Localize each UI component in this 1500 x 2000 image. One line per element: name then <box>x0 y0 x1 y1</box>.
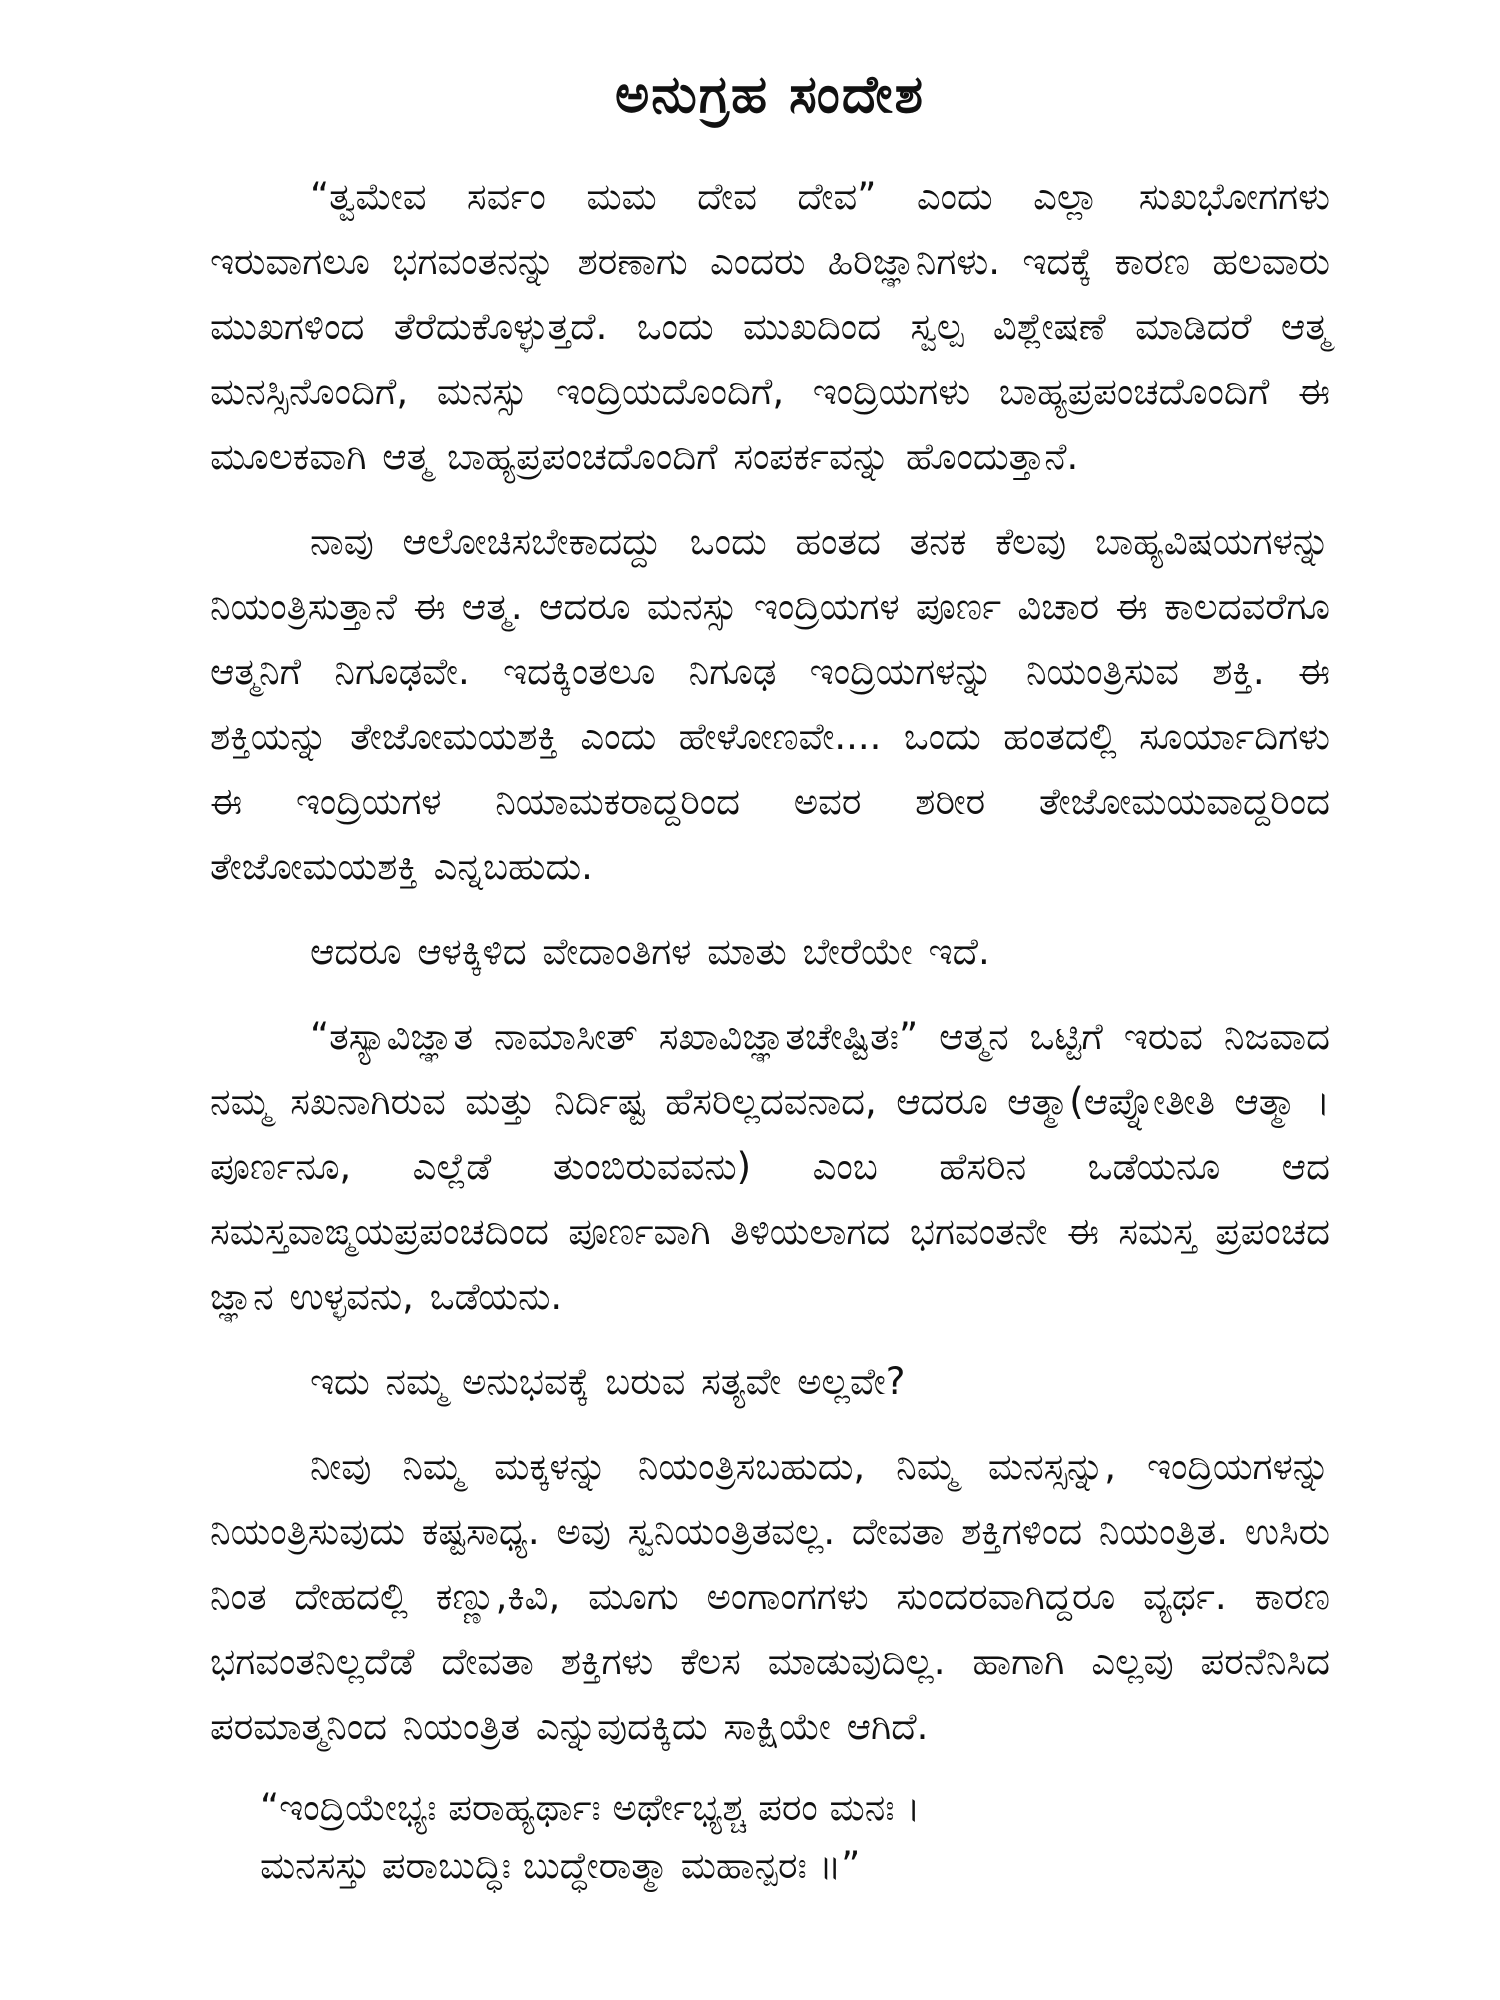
paragraph-5: ಇದು ನಮ್ಮ ಅನುಭವಕ್ಕೆ ಬರುವ ಸತ್ಯವೇ ಅಲ್ಲವೇ? <box>310 1360 906 1403</box>
paragraph-2: ನಾವು ಆಲೋಚಿಸಬೇಕಾದದ್ದು ಒಂದು ಹಂತದ ತನಕ ಕೆಲವು ಬಾಹ್ಯವಿಷಯಗಳನ್ನು ನಿಯಂತ್ರಿಸುತ್ತಾನೆ ಈ ಆತ್ಮ. ಆದರೂ ಮನಸ್ಸು ಇಂದ್ರಿಯಗಳ ಪೂರ್ಣ ವಿಚಾರ ಈ ಕಾಲದವರೆಗೂ ಆತ್ಮನಿಗೆ ನಿಗೂಢವೇ. ಇದಕ್ಕಿಂತಲೂ ನಿಗೂಢ ಇಂದ್ರಿಯಗಳನ್ನು ನಿಯಂತ್ರಿಸುವ ಶಕ್ತಿ. ಈ ಶಕ್ತಿಯನ್ನು ತೇಜೋಮಯಶಕ್ತಿ ಎಂದು ಹೇಳೋಣವೇ.... ಒಂದು ಹಂತದಲ್ಲಿ ಸೂರ್ಯಾದಿಗಳು ಈ ಇಂದ್ರಿಯಗಳ ನಿಯಾಮಕರಾದ್ದರಿಂದ ಅವರ ಶರೀರ ತೇಜೋಮಯವಾದ್ದರಿಂದ ತೇಜೋಮಯಶಕ್ತಿ ಎನ್ನಬಹುದು. <box>210 520 1330 888</box>
verse-line-2: ಮನಸಸ್ತು ಪರಾಬುದ್ಧಿಃ ಬುದ್ಧೇರಾತ್ಮಾ ಮಹಾನ್ಪರಃ ॥” <box>260 1844 861 1887</box>
document-page <box>210 40 1330 1895</box>
paragraph-1: “ತ್ವಮೇವ ಸರ್ವಂ ಮಮ ದೇವ ದೇವ” ಎಂದು ಎಲ್ಲಾ ಸುಖಭೋಗಗಳು ಇರುವಾಗಲೂ ಭಗವಂತನನ್ನು ಶರಣಾಗು ಎಂದರು ಹಿರಿಜ್ಞಾನಿಗಳು. ಇದಕ್ಕೆ ಕಾರಣ ಹಲವಾರು ಮುಖಗಳಿಂದ ತೆರೆದುಕೊಳ್ಳುತ್ತದೆ. ಒಂದು ಮುಖದಿಂದ ಸ್ವಲ್ಪ ವಿಶ್ಲೇಷಣೆ ಮಾಡಿದರೆ ಆತ್ಮ ಮನಸ್ಸಿನೊಂದಿಗೆ, ಮನಸ್ಸು ಇಂದ್ರಿಯದೊಂದಿಗೆ, ಇಂದ್ರಿಯಗಳು ಬಾಹ್ಯಪ್ರಪಂಚದೊಂದಿಗೆ ಈ ಮೂಲಕವಾಗಿ ಆತ್ಮ ಬಾಹ್ಯಪ್ರಪಂಚದೊಂದಿಗೆ ಸಂಪರ್ಕವನ್ನು ಹೊಂದುತ್ತಾನೆ. <box>210 175 1330 478</box>
verse-line-1: “ಇಂದ್ರಿಯೇಭ್ಯಃ ಪರಾಹ್ಯರ್ಥಾಃ ಅರ್ಥೇಭ್ಯಶ್ಚ ಪರಂ ಮನಃ । <box>260 1786 921 1829</box>
paragraph-3: ಆದರೂ ಆಳಕ್ಕಿಳಿದ ವೇದಾಂತಿಗಳ ಮಾತು ಬೇರೆಯೇ ಇದೆ. <box>310 930 990 973</box>
paragraph-4: “ತಸ್ಯಾವಿಜ್ಞಾತ ನಾಮಾಸೀತ್ ಸಖಾವಿಜ್ಞಾತಚೇಷ್ಟಿತಃ” ಆತ್ಮನ ಒಟ್ಟಿಗೆ ಇರುವ ನಿಜವಾದ ನಮ್ಮ ಸಖನಾಗಿರುವ ಮತ್ತು ನಿರ್ದಿಷ್ಟ ಹೆಸರಿಲ್ಲದವನಾದ, ಆದರೂ ಆತ್ಮಾ(ಆಪ್ನೋತೀತಿ ಆತ್ಮಾ । ಪೂರ್ಣನೂ, ಎಲ್ಲೆಡೆ ತುಂಬಿರುವವನು) ಎಂಬ ಹೆಸರಿನ ಒಡೆಯನೂ ಆದ ಸಮಸ್ತವಾಙ್ಮಯಪ್ರಪಂಚದಿಂದ ಪೂರ್ಣವಾಗಿ ತಿಳಿಯಲಾಗದ ಭಗವಂತನೇ ಈ ಸಮಸ್ತ ಪ್ರಪಂಚದ ಜ್ಞಾನ ಉಳ್ಳವನು, ಒಡೆಯನು. <box>210 1015 1330 1318</box>
sanskrit-verse <box>210 1779 1330 1895</box>
paragraph-6: ನೀವು ನಿಮ್ಮ ಮಕ್ಕಳನ್ನು ನಿಯಂತ್ರಿಸಬಹುದು, ನಿಮ್ಮ ಮನಸ್ಸನ್ನು, ಇಂದ್ರಿಯಗಳನ್ನು ನಿಯಂತ್ರಿಸುವುದು ಕಷ್ಟಸಾಧ್ಯ. ಅವು ಸ್ವನಿಯಂತ್ರಿತವಲ್ಲ. ದೇವತಾ ಶಕ್ತಿಗಳಿಂದ ನಿಯಂತ್ರಿತ. ಉಸಿರು ನಿಂತ ದೇಹದಲ್ಲಿ ಕಣ್ಣು,ಕಿವಿ, ಮೂಗು ಅಂಗಾಂಗಗಳು ಸುಂದರವಾಗಿದ್ದರೂ ವ್ಯರ್ಥ. ಕಾರಣ ಭಗವಂತನಿಲ್ಲದೆಡೆ ದೇವತಾ ಶಕ್ತಿಗಳು ಕೆಲಸ ಮಾಡುವುದಿಲ್ಲ. ಹಾಗಾಗಿ ಎಲ್ಲವು ಪರನೆನಿಸಿದ ಪರಮಾತ್ಮನಿಂದ ನಿಯಂತ್ರಿತ ಎನ್ನುವುದಕ್ಕಿದು ಸಾಕ್ಷಿಯೇ ಆಗಿದೆ. <box>210 1445 1330 1748</box>
page-title: ಅನುಗ್ರಹ ಸಂದೇಶ <box>615 65 925 125</box>
